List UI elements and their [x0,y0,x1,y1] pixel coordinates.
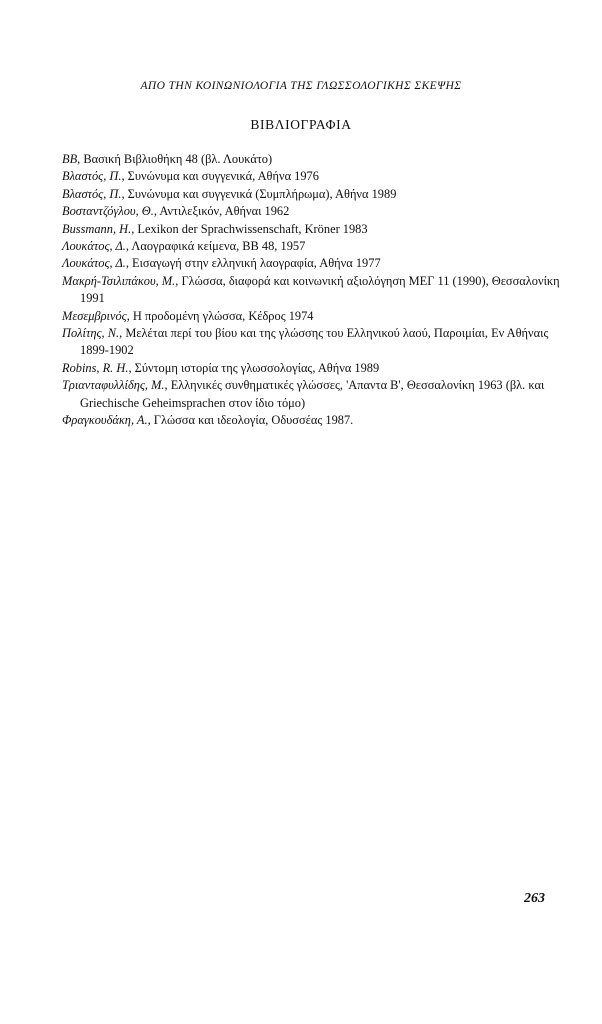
entry-text: , Αντιλεξικόν, Αθήναι 1962 [153,204,290,219]
running-head: ΑΠΟ ΤΗΝ ΚΟΙΝΩΝΙΟΛΟΓΙΑ ΤΗΣ ΓΛΩΣΣΟΛΟΓΙΚΗΣ ΣΚΕΨΗΣ [140,80,462,92]
entry-text: , Συνώνυμα και συγγενικά, Αθήνα 1976 [121,169,319,184]
entry-text: , Συνώνυμα και συγγενικά (Συμπλήρωμα), Αθήνα 1989 [121,186,397,201]
page-number: 263 [524,891,545,906]
bibliography-entry [62,255,562,272]
bibliography-entry [62,186,562,203]
entry-author: Bussmann, H. [62,221,132,236]
entry-text: , Η προδομένη γλώσσα, Κέδρος 1974 [126,308,314,323]
bibliography-entry [62,168,562,185]
bibliography-entry [62,377,562,412]
entry-text: , Ελληνικές συνθηματικές γλώσσες, 'Απαντα Β', Θεσσαλονίκη 1963 (βλ. και Griechische Geheimsprachen στον ίδιο τόμο) [80,378,545,410]
bibliography-list [62,151,562,430]
entry-text: , Lexikon der Sprachwissenschaft, Kröner 1983 [131,221,368,236]
bibliography-entry [62,308,562,325]
entry-author: Πολίτης, Ν. [62,326,120,341]
bibliography-entry [62,360,562,377]
entry-author: Βλαστός, Π. [62,186,122,201]
entry-author: Βοσταντζόγλου, Θ. [62,204,154,219]
bibliography-entry [62,238,562,255]
entry-author: Βλαστός, Π. [62,169,122,184]
entry-text: , Βασική Βιβλιοθήκη 48 (βλ. Λουκάτο) [77,152,273,166]
entry-author: Μεσεμβρινός [62,308,127,323]
bibliography-entry [62,221,562,238]
bibliography-entry [62,151,562,168]
bibliography-entry [62,203,562,220]
entry-text: , Σύντομη ιστορία της γλωσσολογίας, Αθήνα 1989 [128,360,380,375]
entry-author: Μακρή-Τσιλιπάκου, Μ. [62,273,176,288]
bibliography-entry [62,273,562,308]
entry-author: Robins, R. H. [62,360,129,375]
entry-text: , Μελέται περί του βίου και της γλώσσης του Ελληνικού λαού, Παροιμίαι, Εν Αθήναις 1899-1902 [80,326,549,358]
entry-text: , Γλώσσα και ιδεολογία, Οδυσσέας 1987. [147,413,354,428]
entry-author: Λουκάτος, Δ. [62,239,126,254]
entry-author: ΒΒ [62,152,78,166]
entry-author: Λουκάτος, Δ. [62,256,126,271]
entry-text: , Λαογραφικά κείμενα, ΒΒ 48, 1957 [125,239,306,254]
bibliography-entry [62,325,562,360]
entry-author: Φραγκουδάκη, Α. [62,413,148,428]
entry-text: , Γλώσσα, διαφορά και κοινωνική αξιολόγηση ΜΕΓ 11 (1990), Θεσσαλονίκη 1991 [80,273,560,306]
bibliography-entry [62,412,562,429]
section-title: ΒΙΒΛΙΟΓΡΑΦΙΑ [250,117,352,132]
entry-text: , Εισαγωγή στην ελληνική λαογραφία, Αθήνα 1977 [125,256,381,271]
entry-author: Τριανταφυλλίδης, Μ. [62,378,165,393]
